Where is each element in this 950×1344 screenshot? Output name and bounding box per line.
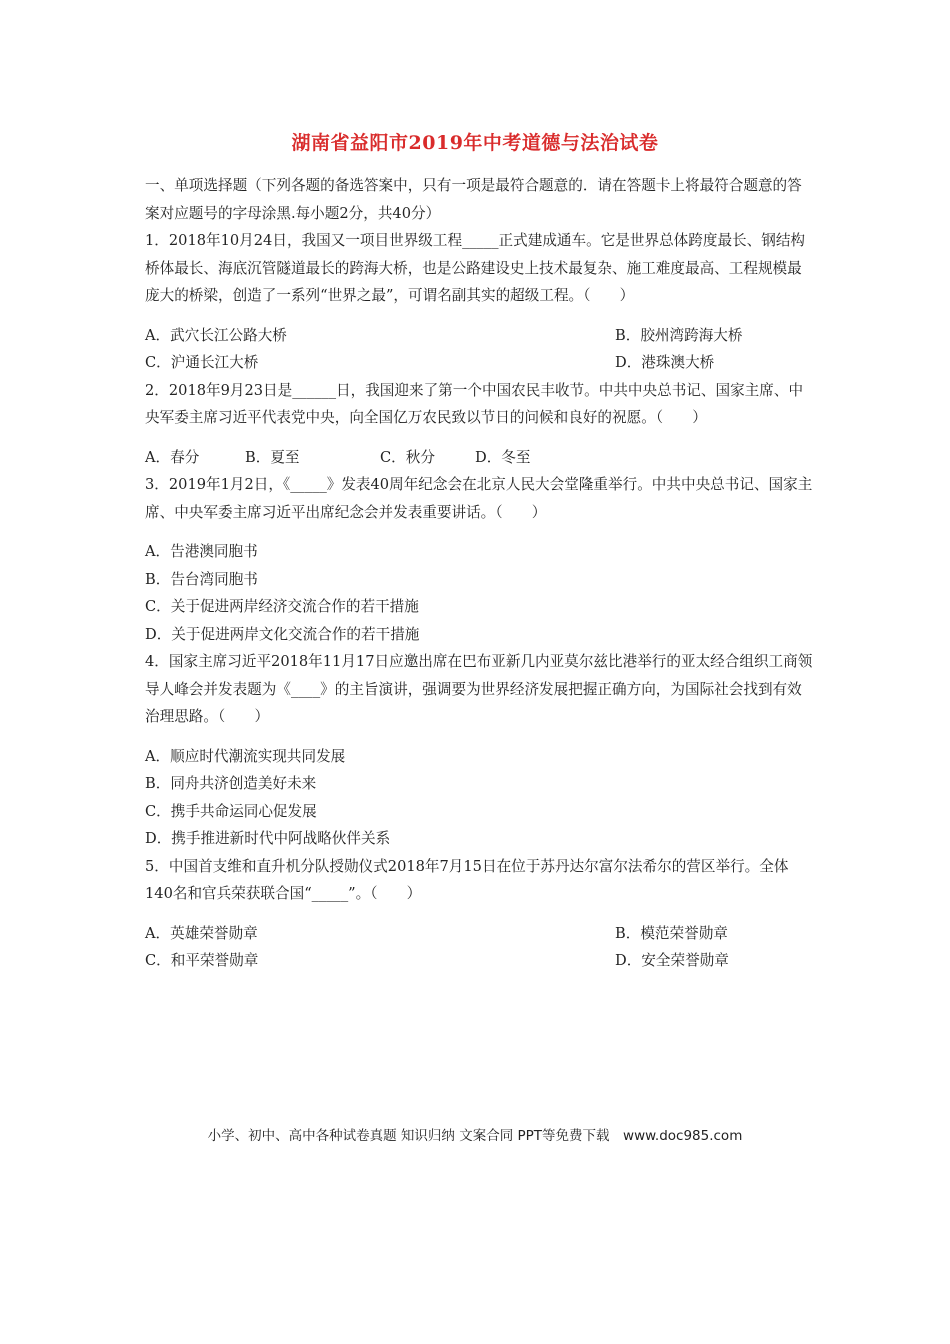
exam-title: 湖南省益阳市2019年中考道德与法治试卷 — [291, 132, 659, 154]
option-d: D．携手推进新时代中阿战略伙伴关系 — [145, 830, 391, 847]
option-c: C．沪通长江大桥 — [145, 354, 259, 371]
options-row — [145, 444, 815, 472]
options-grid — [145, 920, 815, 975]
question-stem: 5．中国首支维和直升机分队授勋仪式2018年7月15日在位于苏丹达尔富尔法希尔的营区举行。全体140名和官兵荣获联合国“_____”。（ ） — [145, 857, 789, 902]
exam-content — [145, 172, 815, 975]
option-c: C．秋分 — [380, 448, 435, 466]
option-a: A．顺应时代潮流实现共同发展 — [145, 747, 346, 765]
question-4 — [145, 648, 815, 853]
option-c: C．携手共命运同心促发展 — [145, 802, 317, 820]
option-b: B．胶州湾跨海大桥 — [615, 326, 743, 344]
option-b: B．同舟共济创造美好未来 — [145, 775, 317, 792]
question-stem: 4．国家主席习近平2018年11月17日应邀出席在巴布亚新几内亚莫尔兹比港举行的亚太经合组织工商领导人峰会并发表题为《____》的主旨演讲，强调要为世界经济发展把握正确方向，为国际社会找到有效治理思路。（ ） — [145, 653, 813, 725]
section-instructions: 一、单项选择题（下列各题的备选答案中，只有一项是最符合题意的．请在答题卡上将最符合题意的答案对应题号的字母涂黑.每小题2分，共40分） — [145, 177, 802, 222]
question-5 — [145, 853, 815, 975]
question-stem: 2．2018年9月23日是______日，我国迎来了第一个中国农民丰收节。中共中央总书记、国家主席、中央军委主席习近平代表党中央，向全国亿万农民致以节日的问候和良好的祝愿。（ ） — [145, 381, 804, 426]
option-b: B．告台湾同胞书 — [145, 570, 258, 588]
option-b: B．夏至 — [245, 448, 300, 466]
options-grid — [145, 322, 815, 377]
option-a: A．告港澳同胞书 — [145, 543, 258, 560]
option-a: A．武穴长江公路大桥 — [145, 326, 287, 344]
option-d: D．港珠澳大桥 — [615, 354, 715, 371]
question-3 — [145, 471, 815, 648]
option-d: D．关于促进两岸文化交流合作的若干措施 — [145, 625, 420, 643]
question-stem: 1．2018年10月24日，我国又一项目世界级工程_____正式建成通车。它是世界总体跨度最长、钢结构桥体最长、海底沉管隧道最长的跨海大桥，也是公路建设史上技术最复杂、施工难度最高、工程规模最庞大的桥梁，创造了一系列“世界之最”，可谓名副其实的超级工程。（ ） — [145, 232, 806, 304]
option-a: A．春分 — [145, 448, 200, 466]
question-1 — [145, 227, 815, 377]
option-a: A．英雄荣誉勋章 — [145, 924, 258, 942]
option-c: C．和平荣誉勋章 — [145, 952, 259, 969]
option-c: C．关于促进两岸经济交流合作的若干措施 — [145, 598, 419, 615]
footer-text: 小学、初中、高中各种试卷真题 知识归纳 文案合同 PPT等免费下载 www.doc985.com — [207, 1128, 743, 1144]
question-stem: 3．2019年1月2日，《_____》发表40周年纪念会在北京人民大会堂隆重举行。中共中央总书记、国家主席、中央军委主席习近平出席纪念会并发表重要讲话。（ ） — [145, 476, 813, 521]
option-b: B．模范荣誉勋章 — [615, 924, 728, 942]
option-d: D．安全荣誉勋章 — [615, 952, 729, 969]
option-d: D．冬至 — [475, 448, 531, 466]
question-2 — [145, 377, 815, 472]
